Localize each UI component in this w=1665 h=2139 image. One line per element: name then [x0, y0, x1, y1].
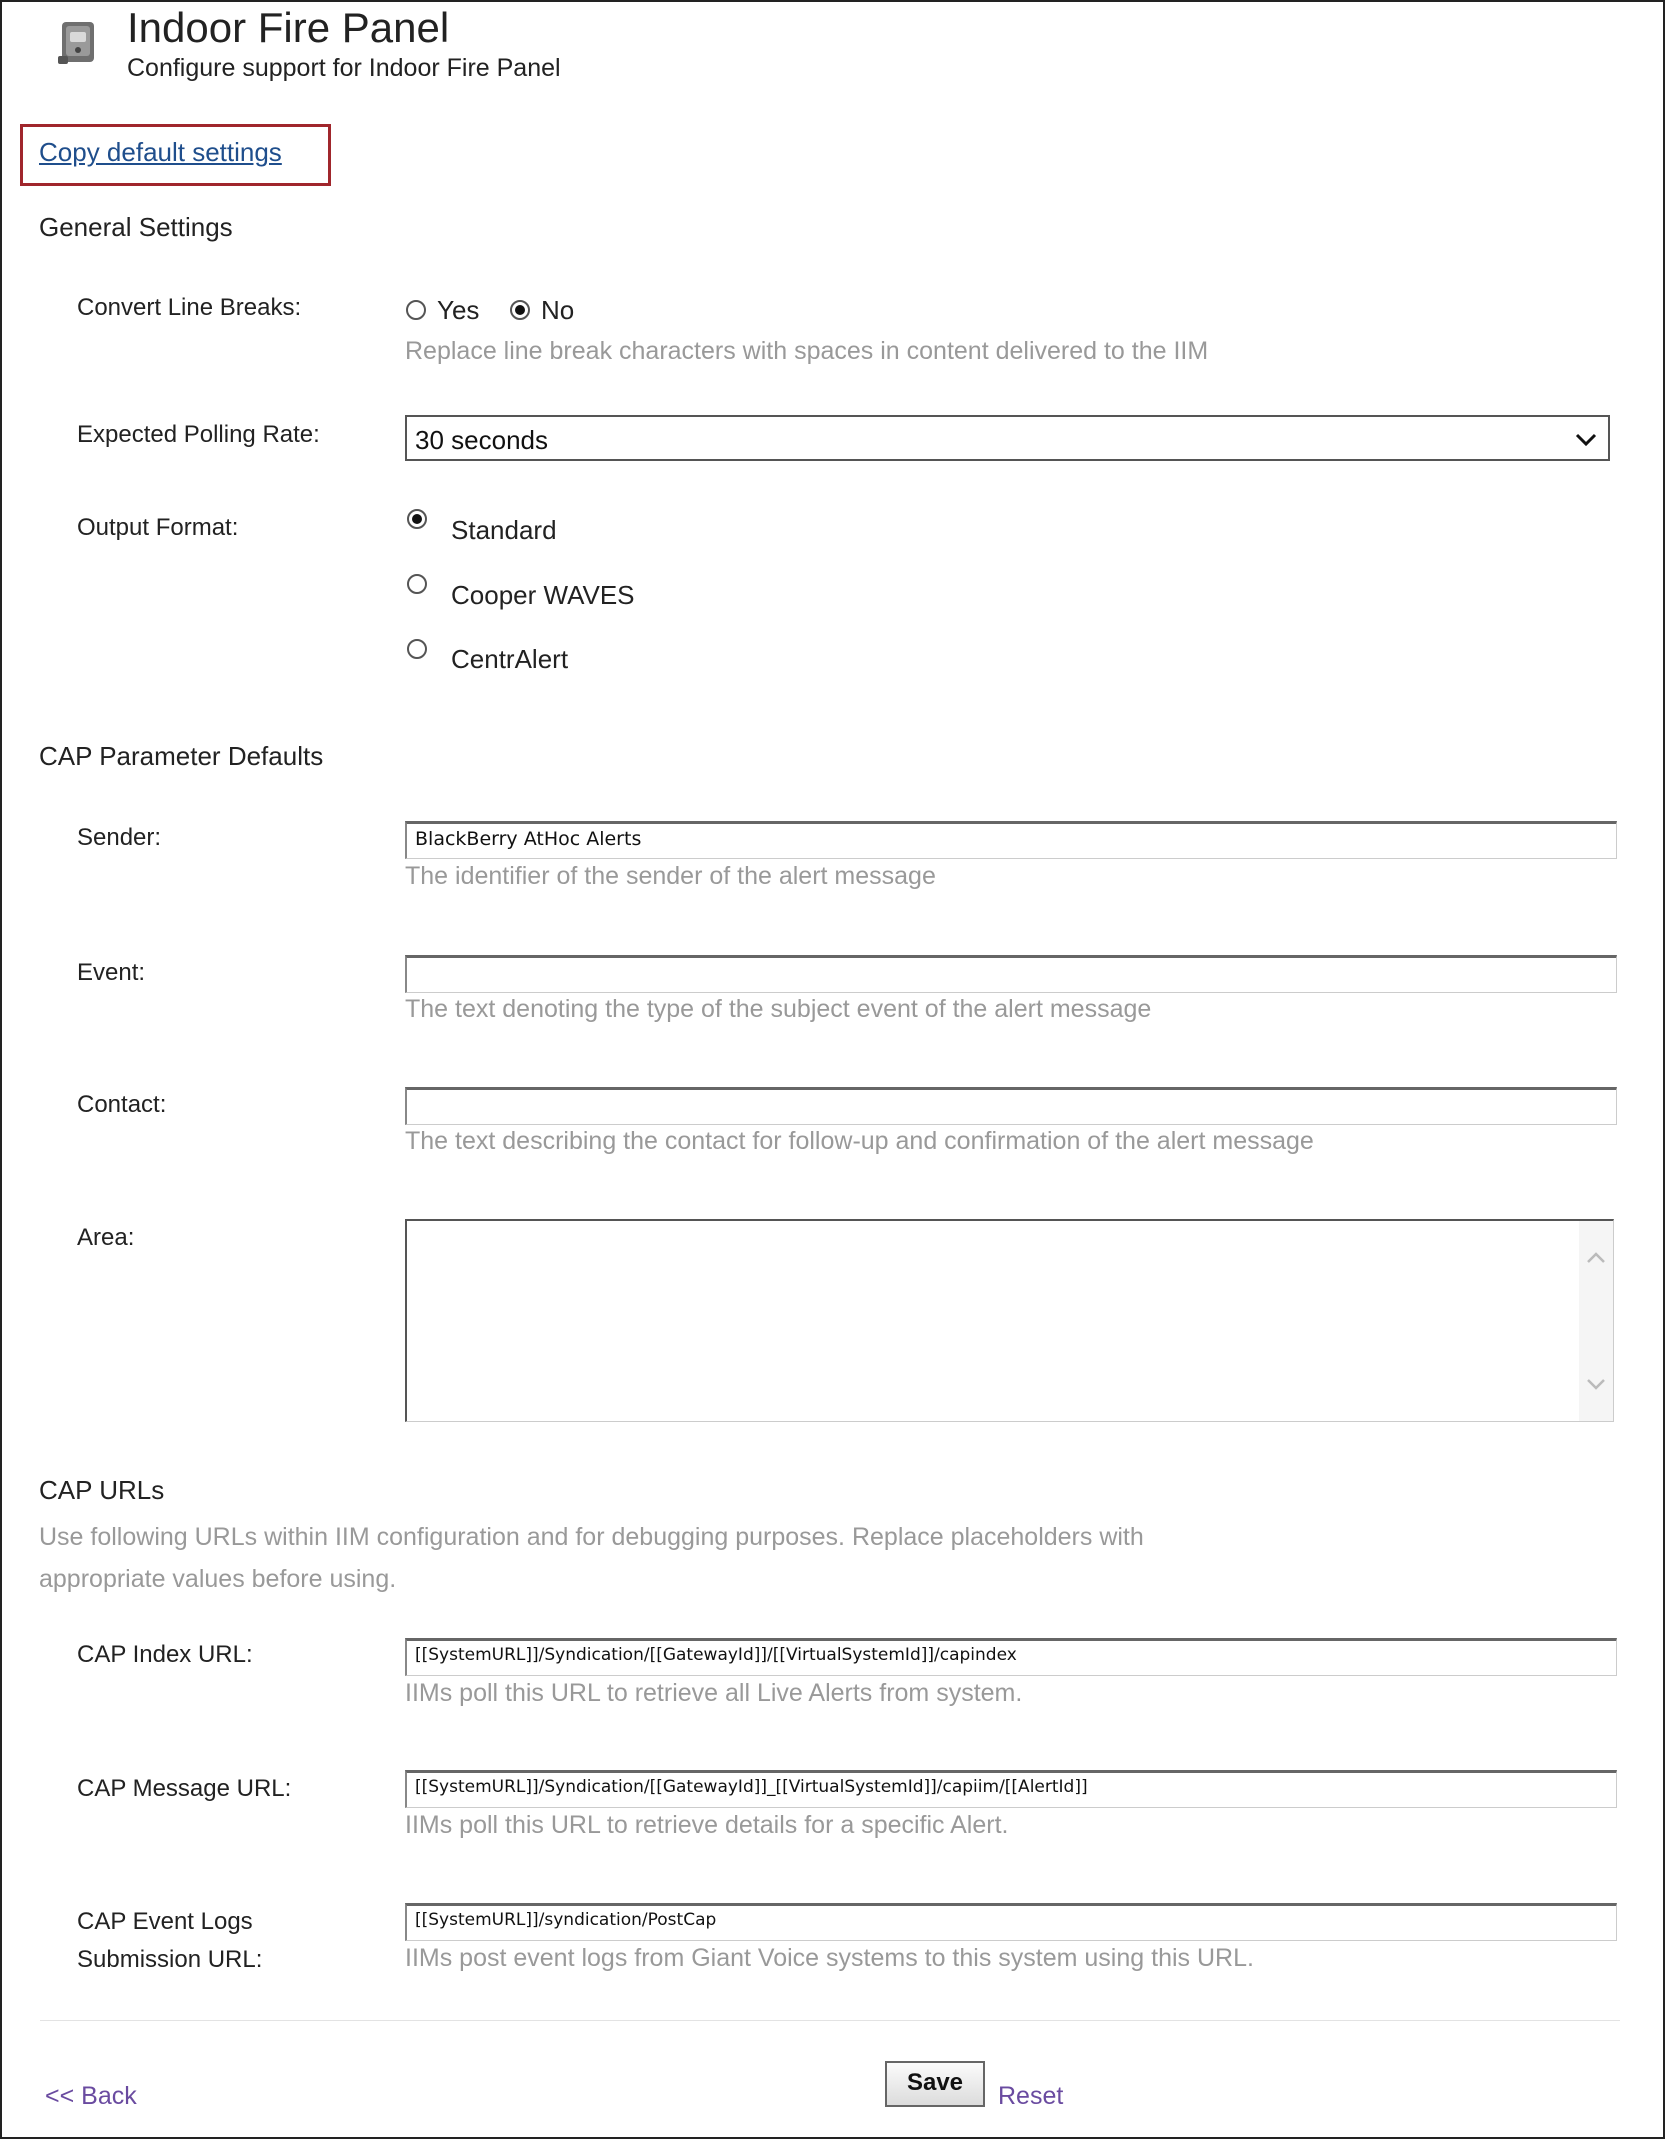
polling-rate-select[interactable] [405, 415, 1610, 461]
area-label: Area: [77, 1224, 135, 1251]
contact-label: Contact: [77, 1091, 167, 1118]
cap-event-logs-url-input[interactable]: [[SystemURL]]/syndication/PostCap [405, 1903, 1617, 1941]
convert-line-breaks-yes-radio[interactable] [406, 300, 426, 320]
cap-urls-description-line1: Use following URLs within IIM configuration and for debugging purposes. Replace placeholders with [39, 1523, 1144, 1551]
area-scrollbar[interactable] [1579, 1221, 1613, 1421]
page-subtitle: Configure support for Indoor Fire Panel [127, 54, 561, 82]
convert-line-breaks-label: Convert Line Breaks: [77, 294, 302, 321]
convert-line-breaks-no-radio[interactable] [510, 300, 530, 320]
output-format-cooper-waves-label: Cooper WAVES [451, 580, 635, 610]
output-format-standard-label: Standard [451, 515, 557, 545]
cap-event-logs-url-hint: IIMs post event logs from Giant Voice systems to this system using this URL. [405, 1944, 1254, 1972]
save-button[interactable]: Save [885, 2061, 985, 2107]
scroll-up-icon[interactable] [1585, 1247, 1607, 1269]
event-hint: The text denoting the type of the subject event of the alert message [405, 995, 1152, 1023]
cap-message-url-input[interactable]: [[SystemURL]]/Syndication/[[GatewayId]]_[[VirtualSystemId]]/capiim/[[AlertId]] [405, 1770, 1617, 1808]
output-format-cooper-waves-radio[interactable] [407, 574, 427, 594]
footer-divider [40, 2020, 1620, 2021]
convert-line-breaks-yes-label: Yes [437, 295, 480, 325]
sender-label: Sender: [77, 824, 162, 851]
copy-default-settings-link[interactable]: Copy default settings [39, 137, 282, 167]
output-format-label: Output Format: [77, 514, 239, 541]
event-label: Event: [77, 959, 146, 986]
general-settings-heading: General Settings [39, 212, 233, 242]
reset-link[interactable]: Reset [998, 2082, 1064, 2110]
page-title: Indoor Fire Panel [127, 4, 450, 51]
cap-event-logs-label-line1: CAP Event Logs [77, 1908, 253, 1935]
cap-index-url-input[interactable]: [[SystemURL]]/Syndication/[[GatewayId]]/[[VirtualSystemId]]/capindex [405, 1638, 1617, 1676]
cap-message-url-hint: IIMs poll this URL to retrieve details for a specific Alert. [405, 1811, 1009, 1839]
cap-urls-heading: CAP URLs [39, 1475, 165, 1505]
event-input[interactable] [405, 955, 1617, 993]
cap-message-url-label: CAP Message URL: [77, 1775, 292, 1802]
cap-urls-description-line2: appropriate values before using. [39, 1565, 397, 1593]
back-link[interactable]: << Back [45, 2082, 137, 2110]
area-textarea[interactable] [405, 1219, 1614, 1422]
cap-defaults-heading: CAP Parameter Defaults [39, 741, 324, 771]
cap-index-url-label: CAP Index URL: [77, 1641, 253, 1668]
fire-panel-icon [52, 16, 104, 68]
scroll-down-icon[interactable] [1585, 1373, 1607, 1395]
output-format-centralert-label: CentrAlert [451, 644, 569, 674]
contact-input[interactable] [405, 1087, 1617, 1125]
chevron-down-icon [1574, 427, 1598, 451]
sender-input[interactable]: BlackBerry AtHoc Alerts [405, 821, 1617, 859]
polling-rate-label: Expected Polling Rate: [77, 421, 320, 448]
convert-line-breaks-hint: Replace line break characters with spaces in content delivered to the IIM [405, 337, 1209, 365]
convert-line-breaks-no-label: No [541, 295, 575, 325]
sender-hint: The identifier of the sender of the alert message [405, 862, 936, 890]
output-format-standard-radio[interactable] [407, 509, 427, 529]
contact-hint: The text describing the contact for follow-up and confirmation of the alert message [405, 1127, 1314, 1155]
cap-index-url-hint: IIMs poll this URL to retrieve all Live Alerts from system. [405, 1679, 1023, 1707]
polling-rate-value: 30 seconds [415, 425, 548, 455]
cap-event-logs-label-line2: Submission URL: [77, 1946, 263, 1973]
output-format-centralert-radio[interactable] [407, 639, 427, 659]
